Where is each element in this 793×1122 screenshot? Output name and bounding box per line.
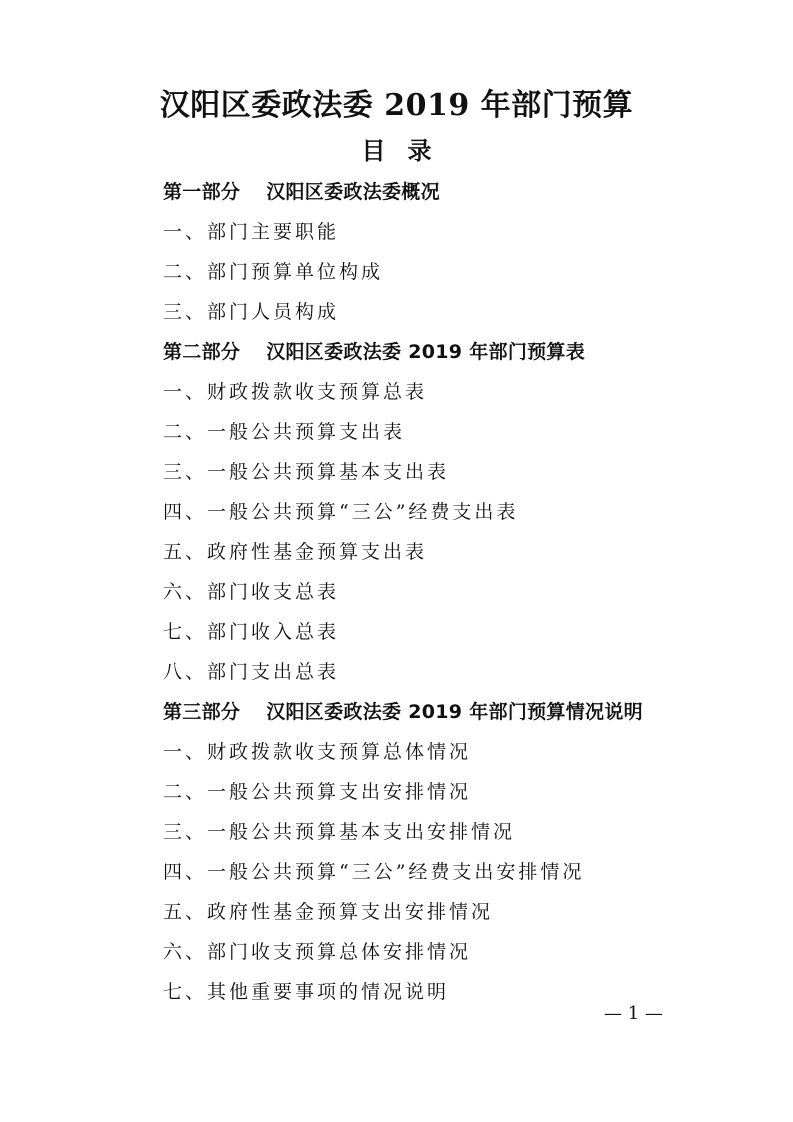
toc-part-2[interactable] <box>163 332 723 372</box>
toc-item[interactable]: 一、财政拨款收支预算总体情况 <box>163 741 472 763</box>
toc-part-1[interactable] <box>163 172 723 212</box>
toc-item[interactable]: 二、部门预算单位构成 <box>163 261 384 283</box>
part-1-title: 汉阳区委政法委概况 <box>266 181 440 203</box>
toc-item[interactable]: 三、一般公共预算基本支出安排情况 <box>163 821 516 843</box>
toc-item[interactable]: 四、一般公共预算“三公”经费支出安排情况 <box>163 861 585 883</box>
toc-item[interactable]: 四、一般公共预算“三公”经费支出表 <box>163 501 519 523</box>
toc-item[interactable]: 二、一般公共预算支出安排情况 <box>163 781 472 803</box>
page-number: — 1 — <box>604 1003 663 1024</box>
toc-item[interactable]: 三、一般公共预算基本支出表 <box>163 461 450 483</box>
toc-item[interactable]: 一、财政拨款收支预算总表 <box>163 381 428 403</box>
toc-item[interactable]: 七、部门收入总表 <box>163 621 340 643</box>
part-3-label: 第三部分 <box>163 701 241 723</box>
toc-item[interactable]: 五、政府性基金预算支出安排情况 <box>163 901 494 923</box>
toc-item[interactable]: 六、部门收支预算总体安排情况 <box>163 941 472 963</box>
part-1-label: 第一部分 <box>163 181 241 203</box>
toc-item[interactable]: 一、部门主要职能 <box>163 221 340 243</box>
toc-part-3[interactable] <box>163 692 723 732</box>
toc-item[interactable]: 七、其他重要事项的情况说明 <box>163 981 450 1003</box>
toc-item[interactable]: 二、一般公共预算支出表 <box>163 421 406 443</box>
toc-item[interactable]: 八、部门支出总表 <box>163 661 340 683</box>
table-of-contents <box>163 172 723 1012</box>
toc-item[interactable]: 三、部门人员构成 <box>163 301 340 323</box>
document-title: 汉阳区委政法委 2019 年部门预算 <box>159 88 634 123</box>
toc-heading: 目录 <box>361 137 454 165</box>
part-2-title: 汉阳区委政法委 2019 年部门预算表 <box>266 341 586 363</box>
toc-item[interactable]: 五、政府性基金预算支出表 <box>163 541 428 563</box>
part-2-label: 第二部分 <box>163 341 241 363</box>
part-3-title: 汉阳区委政法委 2019 年部门预算情况说明 <box>266 701 643 723</box>
toc-item[interactable]: 六、部门收支总表 <box>163 581 340 603</box>
